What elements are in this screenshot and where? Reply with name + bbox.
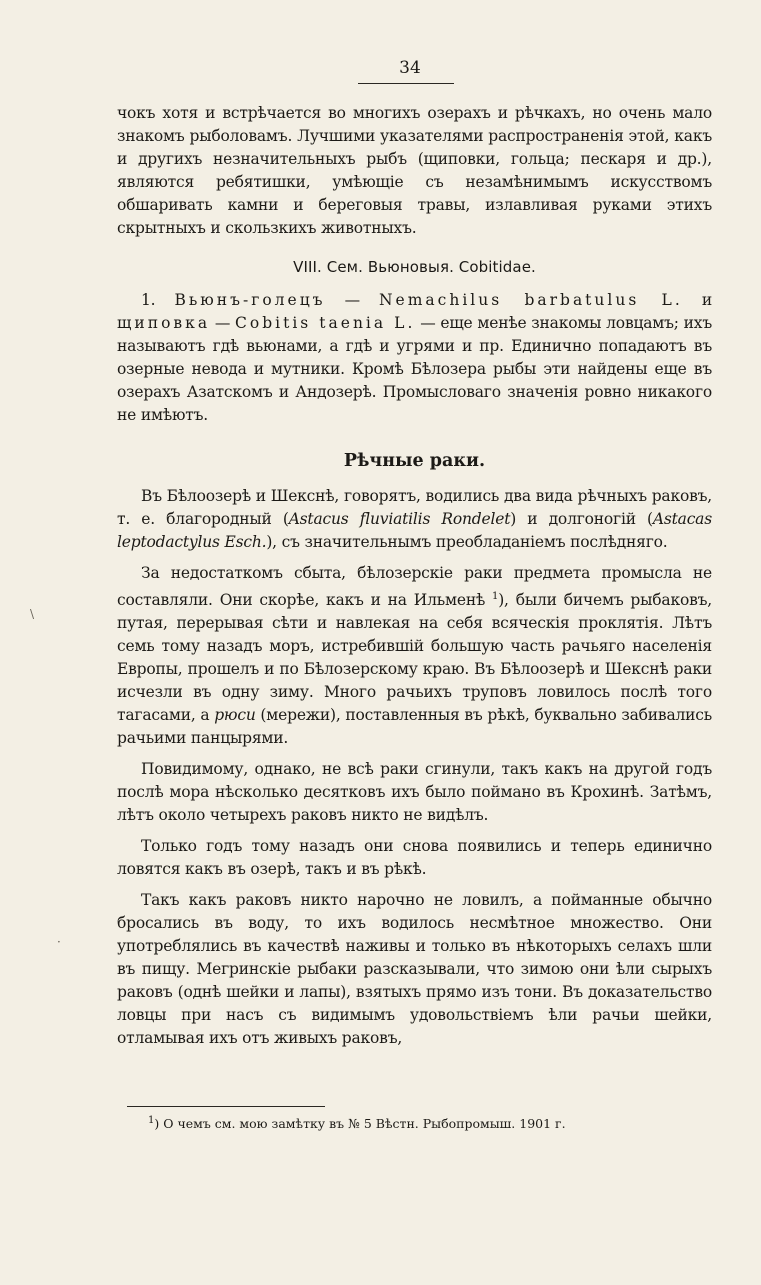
latin-name-1: Astacus fluviatilis Rondelet <box>288 510 511 528</box>
p1-text-a: Въ Бѣлоозерѣ и Шекснѣ, говорятъ, водились два вида рѣчныхъ раковъ, т. е. благородный ( <box>117 487 712 528</box>
paragraph-1 <box>117 485 712 554</box>
p1-text-c: ), съ значительнымъ преобладаніемъ послѣдняго. <box>266 533 668 551</box>
species-latin-1: Nemachilus barbatulus L. <box>378 291 683 309</box>
paragraph-4: Только годъ тому назадъ они снова появились и теперь единично ловятся какъ въ озерѣ, такъ и въ рѣкѣ. <box>117 837 712 879</box>
page-number-rule <box>358 83 454 84</box>
footnote-rule <box>127 1106 325 1107</box>
paragraph-3: Повидимому, однако, не всѣ раки сгинули, такъ какъ на другой годъ послѣ мора нѣсколько десятковъ ихъ было поймано въ Крохинѣ. Затѣмъ, лѣтъ около четырехъ раковъ никто не видѣлъ. <box>117 760 712 825</box>
species-dash-1: — <box>325 291 379 309</box>
intro-paragraph: чокъ хотя и встрѣчается во многихъ озерахъ и рѣчкахъ, но очень мало знакомъ рыболовамъ. Лучшими указателями распространенія этой, какъ и другихъ незначительныхъ рыбъ (щиповки, гольца; пескаря и др.), являются ребятишки, умѣющіе съ незамѣнимымъ искусствомъ обшаривать камни и береговыя травы, излавливая руками этихъ скрытныхъ и скользкихъ животныхъ. <box>117 104 712 237</box>
species-name-1: Вьюнъ-голецъ <box>174 291 326 309</box>
footnote-text: ) О чемъ см. мою замѣтку въ № 5 Вѣстн. Рыбопромыш. 1901 г. <box>154 1116 566 1132</box>
species-number: 1. <box>141 291 156 309</box>
page-speck: · <box>57 935 61 949</box>
chapter-heading: Рѣчные раки. <box>343 451 486 471</box>
p1-text-b: ) и долгоногій ( <box>510 510 653 528</box>
footnote <box>148 1112 708 1133</box>
page-speck: \ <box>30 607 35 621</box>
species-and: и <box>682 291 713 309</box>
paragraph-5: Такъ какъ раковъ никто нарочно не ловилъ, а пойманные обычно бросались въ воду, то ихъ водилось несмѣтное множество. Они употреблялись въ качествѣ наживы и только въ нѣкоторыхъ селахъ шли въ пищу. Мегринскіе рыбаки разсказывали, что зимою они ѣли сырыхъ раковъ (однѣ шейки и лапы), взятыхъ прямо изъ тони. Въ доказательство ловцы при насъ съ видимымъ удовольствіемъ ѣли рачьи шейки, отламывая ихъ отъ живыхъ раковъ, <box>117 891 712 1048</box>
species-latin-2: Cobitis taenia L. <box>235 314 416 332</box>
page-body <box>117 102 712 1050</box>
footnote-ref: 1 <box>492 591 499 602</box>
section-title: VIII. Сем. Вьюновыя. Cobitidae. <box>293 258 536 276</box>
p2-text-c: (мережи), поставленныя въ рѣкѣ, буквально забивались рачьими панцырями. <box>117 706 712 748</box>
species-dash-2: — <box>210 314 236 332</box>
species-paragraph <box>117 289 712 427</box>
p2-text-b: ), были бичемъ рыбаковъ, путая, перерывая сѣти и навлекая на себя всяческія проклятія. Лѣтъ семь тому назадъ моръ, истребившій большую часть рачьяго населенія Европы, прошелъ и по Бѣлозерскому краю. Въ Бѣлоозерѣ и Шекснѣ раки исчезли въ одну зиму. Много рачьихъ труповъ ловилось послѣ того тагасами, а <box>117 591 712 725</box>
species-name-2: щиповка <box>117 314 211 332</box>
footnote-marker: 1 <box>148 1115 155 1126</box>
latin-name-2: Astacas leptodactylus Esch. <box>117 510 712 551</box>
paragraph-2 <box>117 562 712 750</box>
p2-text-a: За недостаткомъ сбыта, бѣлозерскіе раки предмета промысла не составляли. Они скорѣе, какъ и на Ильменѣ <box>117 564 712 610</box>
italic-word: рюси <box>214 706 256 725</box>
page-number: 34 <box>399 58 421 78</box>
species-text: — еще менѣе знакомы ловцамъ; ихъ называютъ гдѣ вьюнами, а гдѣ и угрями и пр. Единично попадаютъ въ озерные невода и мутники. Кромѣ Бѣлозера рыбы эти найдены еще въ озерахъ Азатскомъ и Андозерѣ. Промысловаго значенія ровно никакого не имѣютъ. <box>117 314 712 424</box>
